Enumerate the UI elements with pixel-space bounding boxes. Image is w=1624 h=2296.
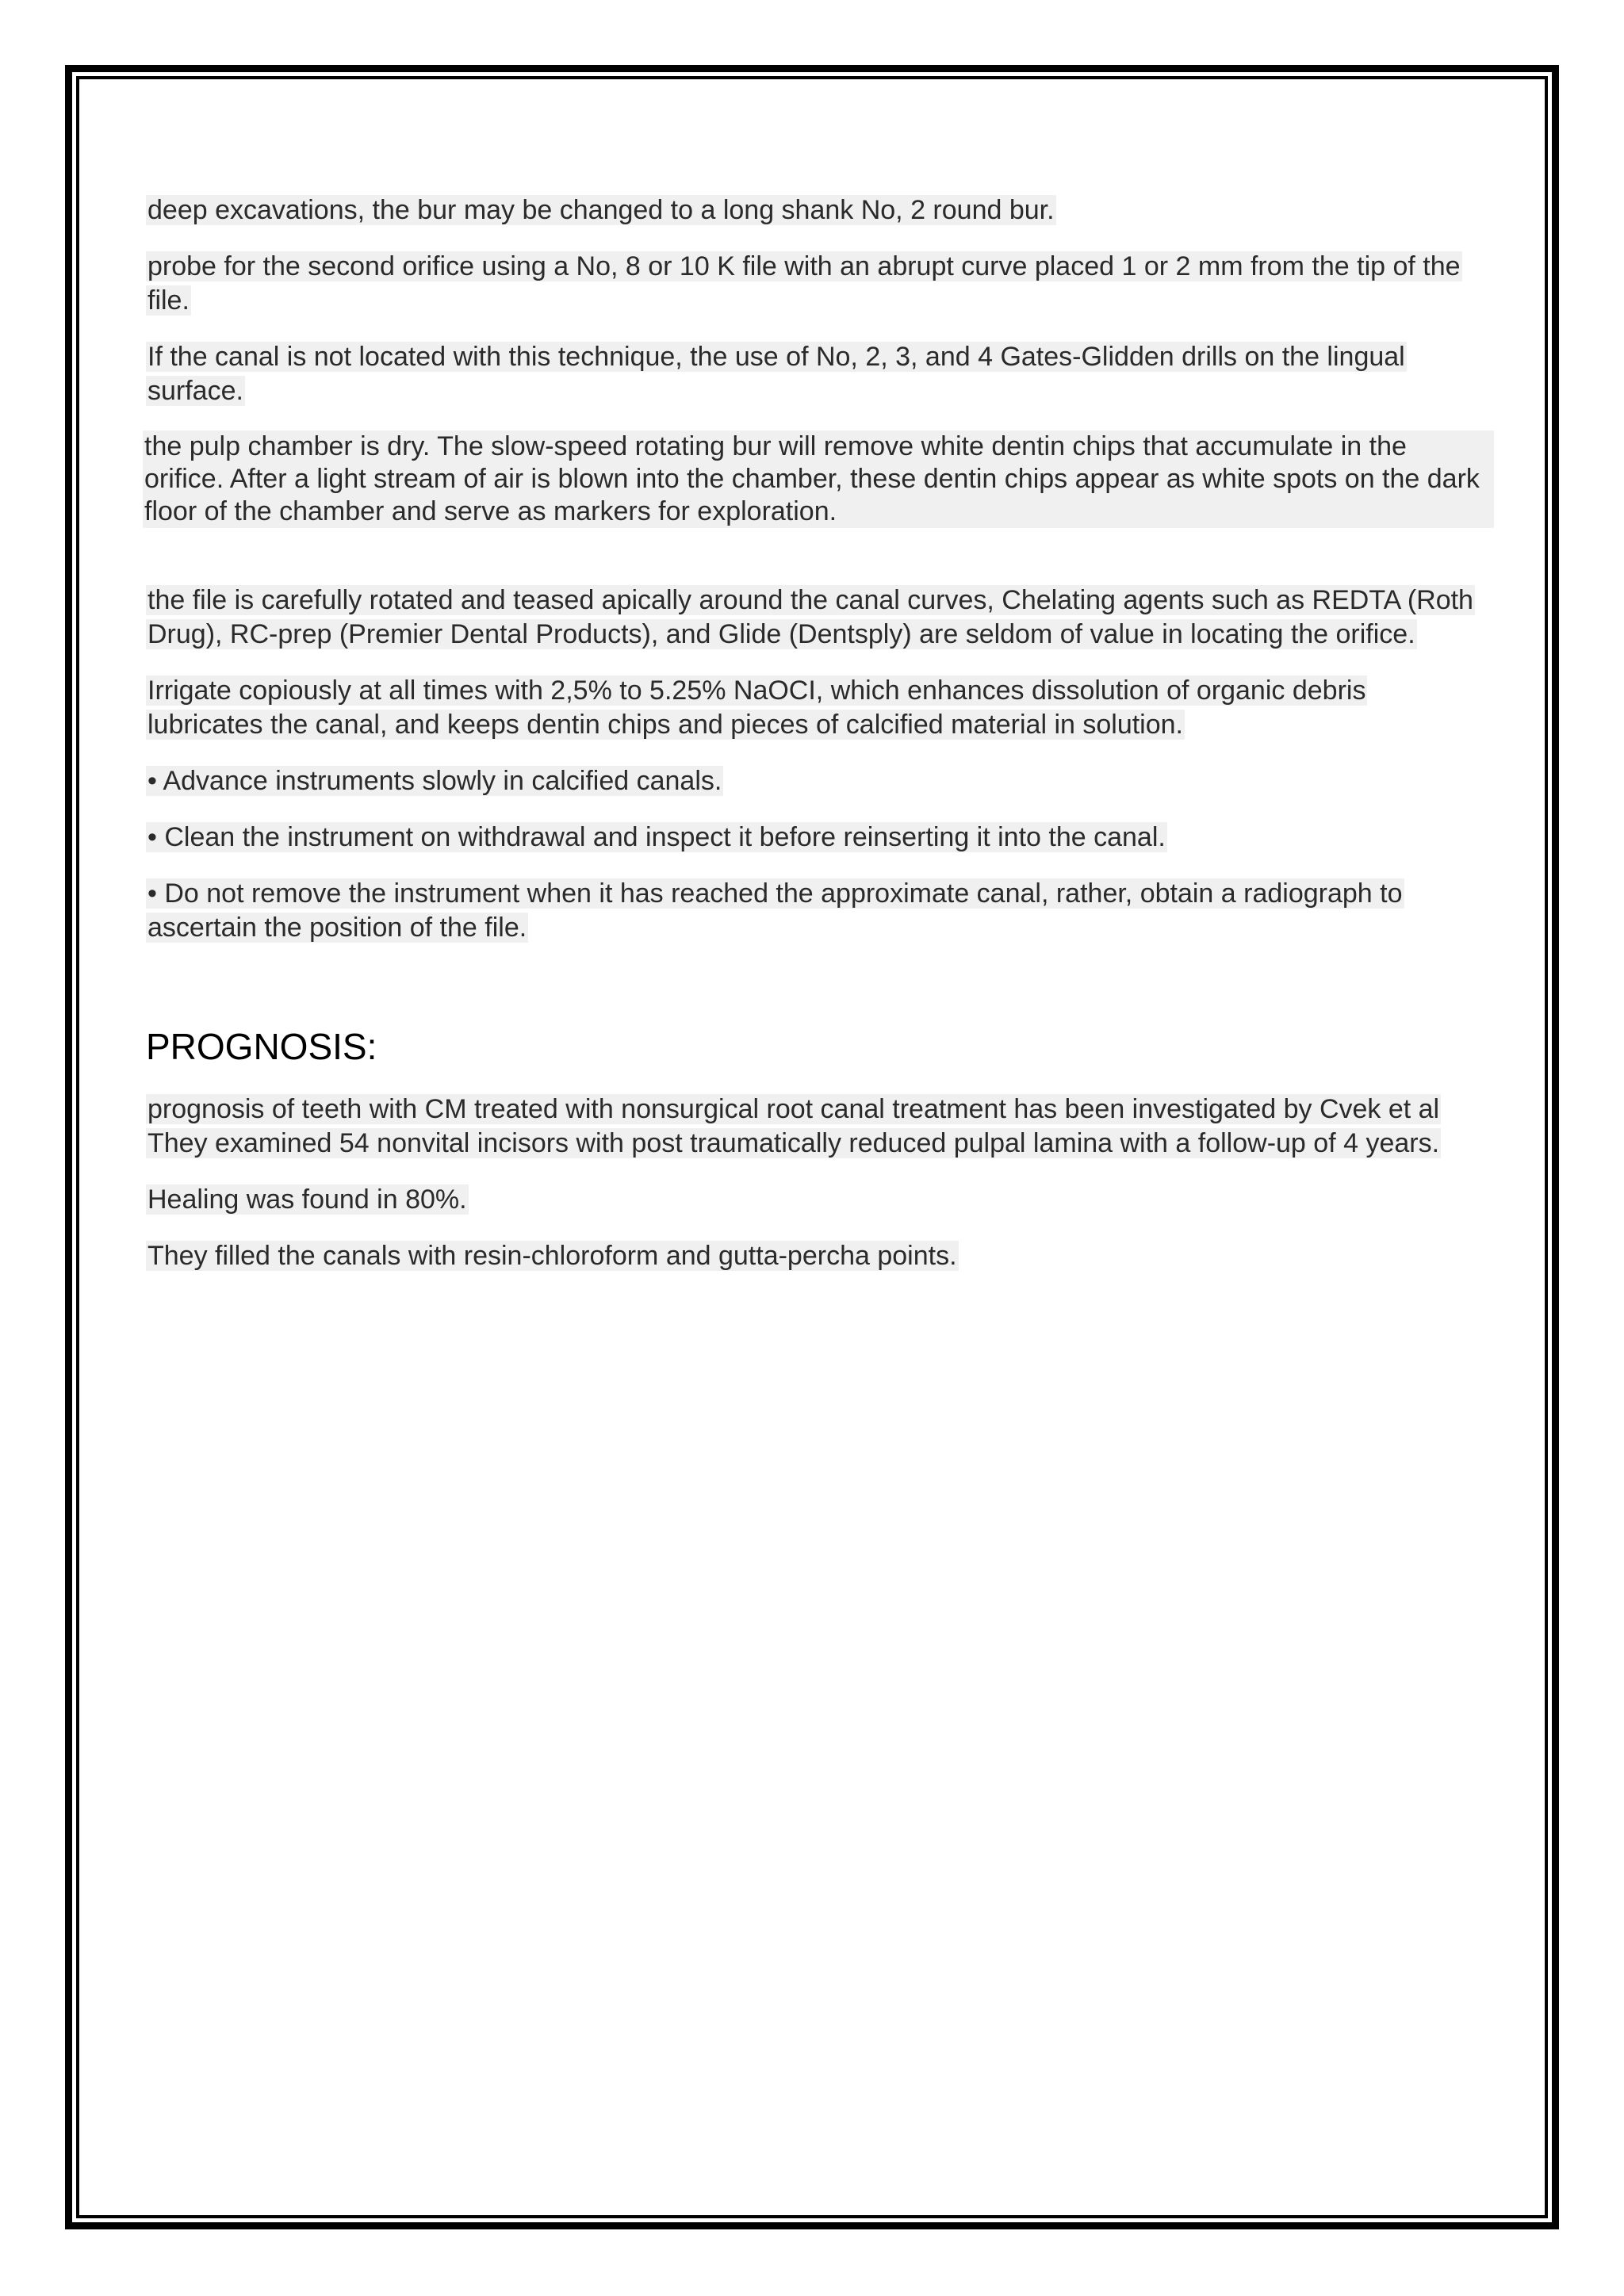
bullet-item: • Do not remove the instrument when it has reached the approximate canal, rather, obtain a radiograph to ascertain the position of the file. [147, 878, 1403, 943]
paragraph: prognosis of teeth with CM treated with nonsurgical root canal treatment has been investigated by Cvek et al They examined 54 nonvital incisors with post traumatically reduced pulpal lamina with a follow-up of 4 years. [147, 1094, 1440, 1158]
paragraph: deep excavations, the bur may be changed to a long shank No, 2 round bur. [147, 195, 1055, 225]
paragraph: the pulp chamber is dry. The slow-speed rotating bur will remove white dentin chips that accumulate in the orifice. After a light stream of air is blown into the chamber, these dentin chips appear as white spots on the dark floor of the chamber and serve as markers for exploration. [143, 430, 1494, 528]
document-body [146, 193, 1486, 1295]
paragraph: If the canal is not located with this technique, the use of No, 2, 3, and 4 Gates-Glidden drills on the lingual surface. [147, 342, 1405, 406]
paragraph: Healing was found in 80%. [147, 1184, 467, 1215]
paragraph: probe for the second orifice using a No, 8 or 10 K file with an abrupt curve placed 1 or 2 mm from the tip of the file. [147, 251, 1461, 316]
paragraph: the file is carefully rotated and teased apically around the canal curves, Chelating agents such as REDTA (Roth Drug), RC-prep (Premier Dental Products), and Glide (Dentsply) are seldom of value in locating the orifice. [147, 585, 1473, 649]
bullet-item: • Clean the instrument on withdrawal and inspect it before reinserting it into the canal. [147, 822, 1166, 852]
paragraph: They filled the canals with resin-chloroform and gutta-percha points. [147, 1241, 957, 1271]
bullet-item: • Advance instruments slowly in calcified canals. [147, 766, 722, 796]
paragraph: Irrigate copiously at all times with 2,5% to 5.25% NaOCI, which enhances dissolution of organic debris lubricates the canal, and keeps dentin chips and pieces of calcified material in solution. [147, 675, 1366, 740]
section-heading: PROGNOSIS: [146, 1026, 377, 1067]
